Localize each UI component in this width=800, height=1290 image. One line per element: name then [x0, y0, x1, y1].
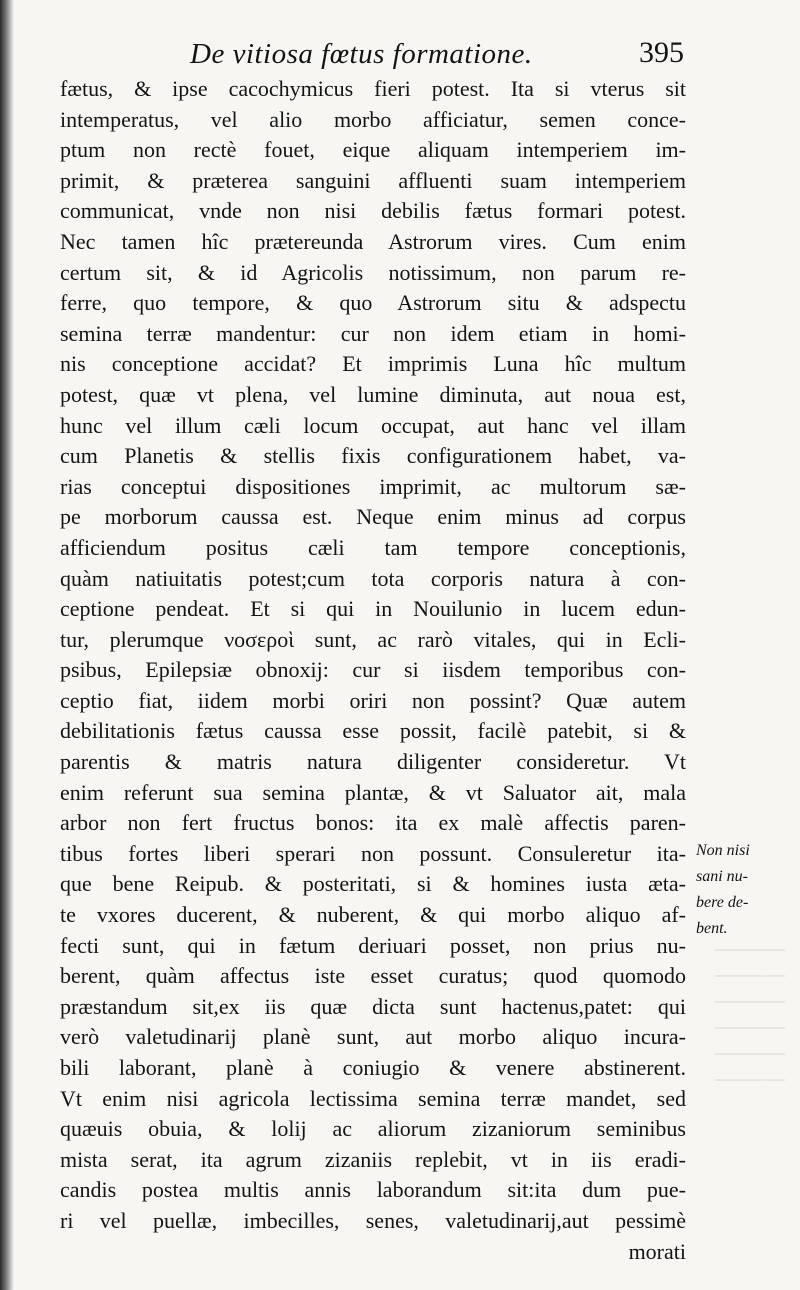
text-line: ferre, quo tempore, & quo Astrorum situ & adspectu: [60, 290, 686, 316]
text-line: parentis & matris natura diligenter consideretur. Vt: [60, 749, 686, 775]
catchword: morati: [628, 1238, 686, 1264]
text-line: ceptio fiat, iidem morbi oriri non possint? Quæ autem: [60, 687, 686, 713]
text-line: que bene Reipub. & posteritati, si & homines iusta æta-: [60, 871, 686, 897]
margin-note-line: bent.: [696, 920, 728, 937]
text-line: te vxores ducerent, & nuberent, & qui morbo aliquo af-: [60, 902, 686, 928]
margin-note: [696, 838, 796, 942]
text-line: communicat, vnde non nisi debilis fætus formari potest.: [60, 198, 686, 224]
text-line: fecti sunt, qui in fætum deriuari posset, non prius nu-: [60, 932, 686, 958]
text-line: semina terræ mandentur: cur non idem etiam in homi-: [60, 320, 686, 346]
text-line: nis conceptione accidat? Et imprimis Luna hîc multum: [60, 351, 686, 377]
text-line: præstandum sit,ex iis quæ dicta sunt hactenus,patet: qui: [60, 993, 686, 1019]
page-number: 395: [639, 36, 684, 69]
text-line: ri vel puellæ, imbecilles, senes, valetudinarij,aut pessimè: [60, 1207, 686, 1233]
text-line: bili laborant, planè à coniugio & venere abstinerent.: [60, 1055, 686, 1080]
bleed-through-shadow: [715, 935, 785, 1085]
running-title: De vitiosa fœtus formatione.: [190, 38, 533, 70]
text-line: enim referunt sua semina plantæ, & vt Saluator ait, mala: [60, 779, 686, 805]
text-line: quæuis obuia, & lolij ac aliorum zizaniorum seminibus: [60, 1116, 686, 1142]
text-line: rias conceptui dispositiones imprimit, ac multorum sæ-: [60, 473, 686, 499]
page-header: [60, 28, 684, 78]
body-text: [60, 74, 686, 1267]
text-line: afficiendum positus cæli tam tempore conceptionis,: [60, 534, 686, 560]
text-line: fætus, & ipse cacochymicus fieri potest. Ita si vterus sit: [60, 76, 686, 101]
margin-note-line: Non nisi: [696, 842, 750, 859]
text-line: candis postea multis annis laborandum sit:ita dum pue-: [60, 1177, 686, 1203]
text-line: Vt enim nisi agricola lectissima semina terræ mandet, sed: [60, 1085, 686, 1111]
text-line: quàm natiuitatis potest;cum tota corporis natura à con-: [60, 565, 686, 591]
page-binding-shadow: [0, 0, 14, 1290]
text-line: pe morborum caussa est. Neque enim minus ad corpus: [60, 504, 686, 530]
text-line: certum sit, & id Agricolis notissimum, non parum re-: [60, 259, 686, 285]
text-line: ceptione pendeat. Et si qui in Nouilunio in lucem edun-: [60, 596, 686, 622]
text-line: hunc vel illum cæli locum occupat, aut hanc vel illam: [60, 412, 686, 438]
text-line: primit, & præterea sanguini affluenti suam intemperiem: [60, 167, 686, 193]
text-line: ptum non rectè fouet, eique aliquam intemperiem im-: [60, 137, 686, 163]
text-line: cum Planetis & stellis fixis configurationem habet, va-: [60, 443, 686, 469]
text-line: psibus, Epilepsiæ obnoxij: cur si iisdem temporibus con-: [60, 657, 686, 683]
text-line: verò valetudinarij planè sunt, aut morbo aliquo incura-: [60, 1024, 686, 1050]
text-line: intemperatus, vel alio morbo afficiatur, semen conce-: [60, 106, 686, 132]
text-line: berent, quàm affectus iste esset curatus; quod quomodo: [60, 963, 686, 989]
text-line: Nec tamen hîc prætereunda Astrorum vires. Cum enim: [60, 228, 686, 254]
text-line: tibus fortes liberi sperari non possunt. Consuleretur ita-: [60, 840, 686, 866]
text-line: debilitationis fætus caussa esse possit, facilè patebit, si &: [60, 718, 686, 744]
margin-note-line: bere de-: [696, 894, 749, 911]
text-line: mista serat, ita agrum zizaniis replebit, vt in iis eradi-: [60, 1146, 686, 1172]
text-line: arbor non fert fructus bonos: ita ex malè affectis paren-: [60, 810, 686, 836]
text-line: potest, quæ vt plena, vel lumine diminuta, aut noua est,: [60, 381, 686, 407]
text-line: tur, plerumque νοσεροὶ sunt, ac rarò vitales, qui in Ecli-: [60, 626, 686, 652]
margin-note-line: sani nu-: [696, 868, 748, 885]
